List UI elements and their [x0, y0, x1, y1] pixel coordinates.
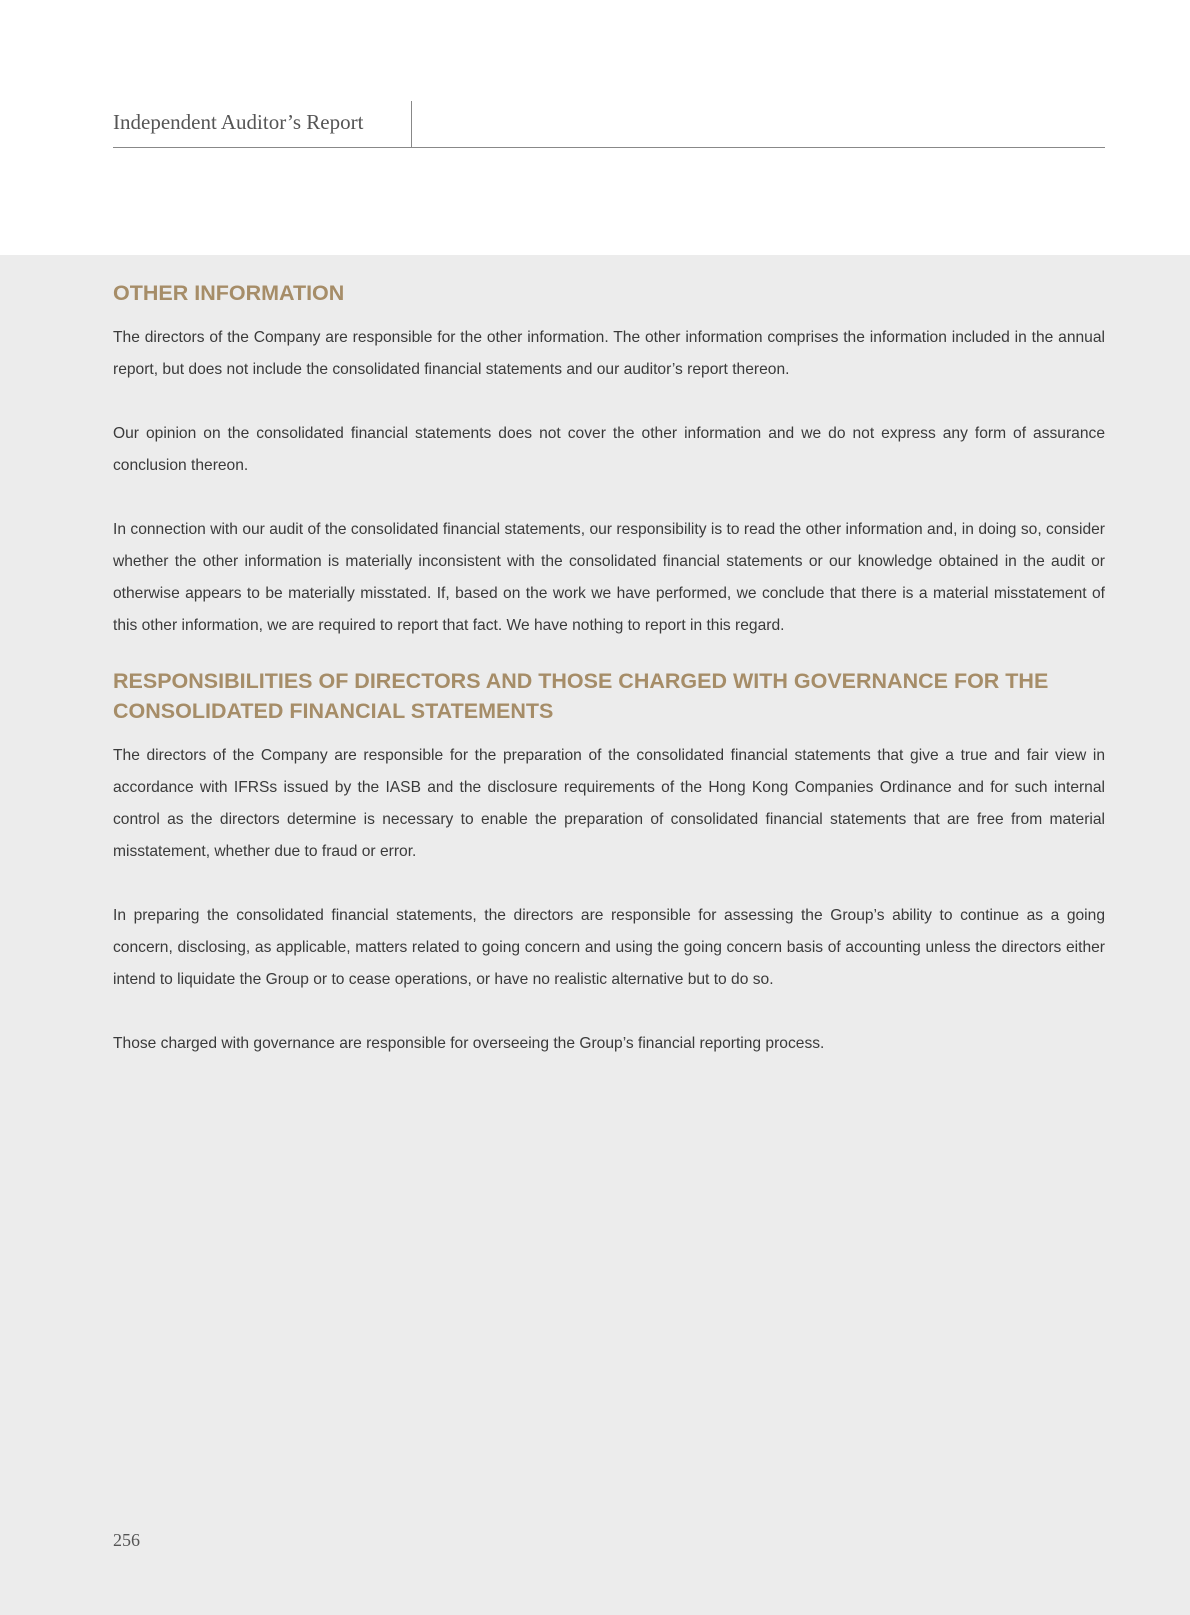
paragraph: The directors of the Company are responsible for the preparation of the consolidated financial statements that give a true and fair view in accordance with IFRSs issued by the IASB and the disclosure requirements of the Hong Kong Companies Ordinance and for such internal control as the directors determine is necessary to enable the preparation of consolidated financial statements that are free from material misstatement, whether due to fraud or error. — [113, 747, 1105, 860]
paragraph: In connection with our audit of the consolidated financial statements, our responsibility is to read the other information and, in doing so, consider whether the other information is materially inconsistent with the consolidated financial statements or our knowledge obtained in the audit or otherwise appears to be materially misstated. If, based on the work we have performed, we conclude that there is a material misstatement of this other information, we are required to report that fact. We have nothing to report in this regard. — [113, 521, 1105, 634]
paragraph: In preparing the consolidated financial statements, the directors are responsible for assessing the Group’s ability to continue as a going concern, disclosing, as applicable, matters related to going concern and using the going concern basis of accounting unless the directors either intend to liquidate the Group or to cease operations, or have no realistic alternative but to do so. — [113, 907, 1105, 988]
paragraph: The directors of the Company are responsible for the other information. The other information comprises the information included in the annual report, but does not include the consolidated financial statements and our auditor’s report thereon. — [113, 329, 1105, 378]
report-body — [113, 278, 1105, 1092]
section-heading-other-information: OTHER INFORMATION — [113, 281, 345, 305]
page-number: 256 — [113, 1530, 140, 1550]
header-rule — [113, 147, 1105, 148]
section-heading-responsibilities: RESPONSIBILITIES OF DIRECTORS AND THOSE CHARGED WITH GOVERNANCE FOR THE CONSOLIDATED FINANCIAL STATEMENTS — [113, 669, 1049, 723]
paragraph: Those charged with governance are responsible for overseeing the Group’s financial reporting process. — [113, 1035, 825, 1052]
paragraph: Our opinion on the consolidated financial statements does not cover the other information and we do not express any form of assurance conclusion thereon. — [113, 425, 1105, 474]
running-title: Independent Auditor’s Report — [113, 110, 364, 134]
header-divider-vertical — [411, 101, 412, 147]
